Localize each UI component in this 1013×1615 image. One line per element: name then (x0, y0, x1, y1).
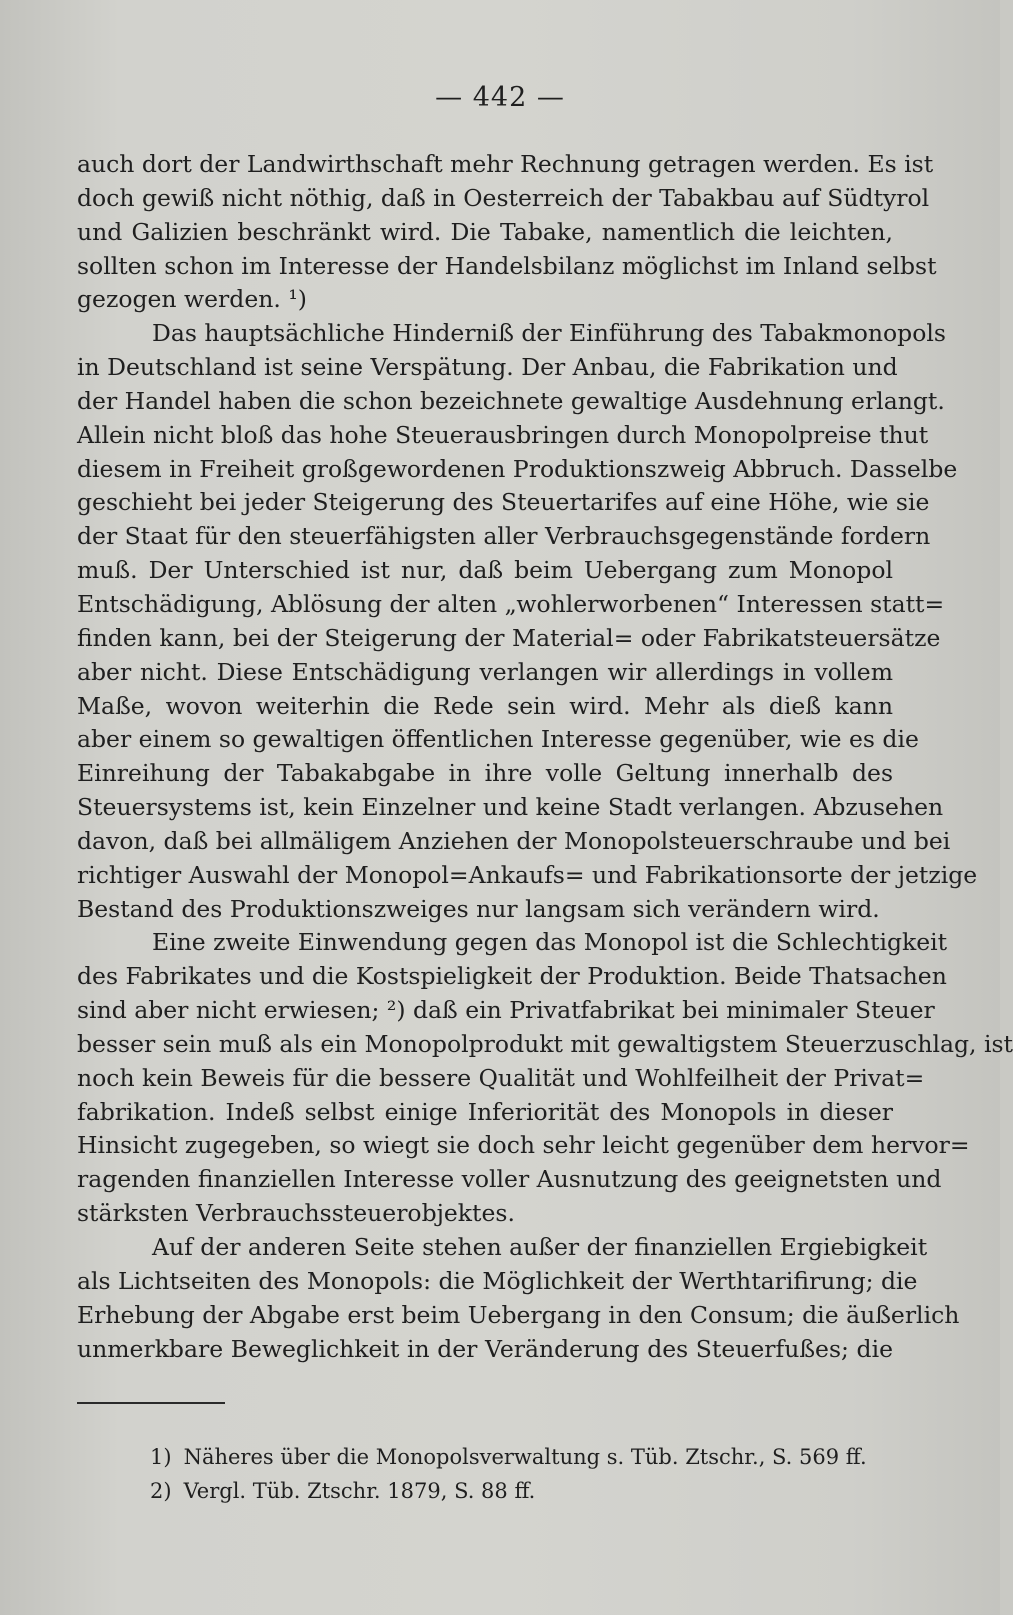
text-line: der Handel haben die schon bezeichnete gewaltige Ausdehnung erlangt. (77, 386, 945, 415)
footnote-marker: 2) (150, 1479, 172, 1503)
text-line: aber einem so gewaltigen öffentlichen Interesse gegenüber, wie es die (77, 725, 919, 754)
text-line: auch dort der Landwirthschaft mehr Rechnung getragen werden. Es ist (77, 150, 934, 178)
text-line: finden kann, bei der Steigerung der Material= oder Fabrikatsteuersätze (77, 623, 941, 652)
text-line: fabrikation. Indeß selbst einige Inferiorität des Monopols in dieser (77, 1097, 893, 1126)
text-line: Allein nicht bloß das hohe Steuerausbringen durch Monopolpreise thut (77, 420, 929, 449)
text-line: muß. Der Unterschied ist nur, daß beim Uebergang zum Monopol (77, 556, 893, 585)
text-line: noch kein Beweis für die bessere Qualität und Wohlfeilheit der Privat= (77, 1063, 925, 1092)
text-line: Maße, wovon weiterhin die Rede sein wird. Mehr als dieß kann (77, 691, 893, 720)
text-line: aber nicht. Diese Entschädigung verlangen wir allerdings in vollem (77, 657, 893, 686)
text-line: sind aber nicht erwiesen; ²) daß ein Privatfabrikat bei minimaler Steuer (77, 996, 935, 1025)
text-line: gezogen werden. ¹) (77, 285, 307, 314)
text-line: in Deutschland ist seine Verspätung. Der Anbau, die Fabrikation und (77, 353, 898, 382)
text-line: besser sein muß als ein Monopolprodukt mit gewaltigstem Steuerzuschlag, ist (77, 1029, 1013, 1058)
text-line: Einreihung der Tabakabgabe in ihre volle Geltung innerhalb des (77, 759, 893, 788)
text-line: als Lichtseiten des Monopols: die Möglichkeit der Werthtarifirung; die (77, 1266, 918, 1295)
text-line: der Staat für den steuerfähigsten aller Verbrauchsgegenstände fordern (77, 522, 931, 551)
text-line: und Galizien beschränkt wird. Die Tabake, namentlich die leichten, (77, 217, 893, 246)
text-line: Auf der anderen Seite stehen außer der finanziellen Ergiebigkeit (152, 1233, 928, 1261)
text-line: geschieht bei jeder Steigerung des Steuertarifes auf eine Höhe, wie sie (77, 488, 930, 517)
text-line: unmerkbare Beweglichkeit in der Veränderung des Steuerfußes; die (77, 1334, 893, 1363)
text-line: ragenden finanziellen Interesse voller Ausnutzung des geeignetsten und (77, 1165, 942, 1194)
footnotes (150, 1440, 910, 1508)
text-line: Das hauptsächliche Hinderniß der Einführung des Tabakmonopols (152, 319, 946, 348)
footnote (150, 1474, 910, 1508)
footnote-text: Vergl. Tüb. Ztschr. 1879, S. 88 ff. (183, 1479, 536, 1503)
footnote-separator (77, 1402, 225, 1404)
text-line: Entschädigung, Ablösung der alten „wohlerworbenen“ Interessen statt= (77, 589, 945, 618)
page-number: — 442 — (435, 82, 565, 113)
text-line: Hinsicht zugegeben, so wiegt sie doch sehr leicht gegenüber dem hervor= (77, 1131, 970, 1160)
text-line: davon, daß bei allmäligem Anziehen der Monopolsteuerschraube und bei (77, 826, 951, 855)
footnote-marker: 1) (150, 1445, 172, 1469)
body-text (77, 148, 1013, 1366)
text-line: Bestand des Produktionszweiges nur langsam sich verändern wird. (77, 894, 880, 923)
text-line: Eine zweite Einwendung gegen das Monopol ist die Schlechtigkeit (152, 928, 948, 957)
footnote (150, 1440, 910, 1474)
text-line: Steuersystems ist, kein Einzelner und keine Stadt verlangen. Abzusehen (77, 793, 944, 822)
text-line: stärksten Verbrauchssteuerobjektes. (77, 1199, 515, 1228)
text-line: diesem in Freiheit großgewordenen Produktionszweig Abbruch. Dasselbe (77, 454, 958, 483)
text-line: sollten schon im Interesse der Handelsbilanz möglichst im Inland selbst (77, 251, 937, 280)
text-line: richtiger Auswahl der Monopol=Ankaufs= und Fabrikationsorte der jetzige (77, 860, 978, 889)
text-line: doch gewiß nicht nöthig, daß in Oesterreich der Tabakbau auf Südtyrol (77, 183, 930, 212)
text-line: Erhebung der Abgabe erst beim Uebergang in den Consum; die äußerlich (77, 1300, 960, 1329)
footnote-text: Näheres über die Monopolsverwaltung s. Tüb. Ztschr., S. 569 ff. (183, 1445, 867, 1469)
text-line: des Fabrikates und die Kostspieligkeit der Produktion. Beide Thatsachen (77, 962, 947, 991)
